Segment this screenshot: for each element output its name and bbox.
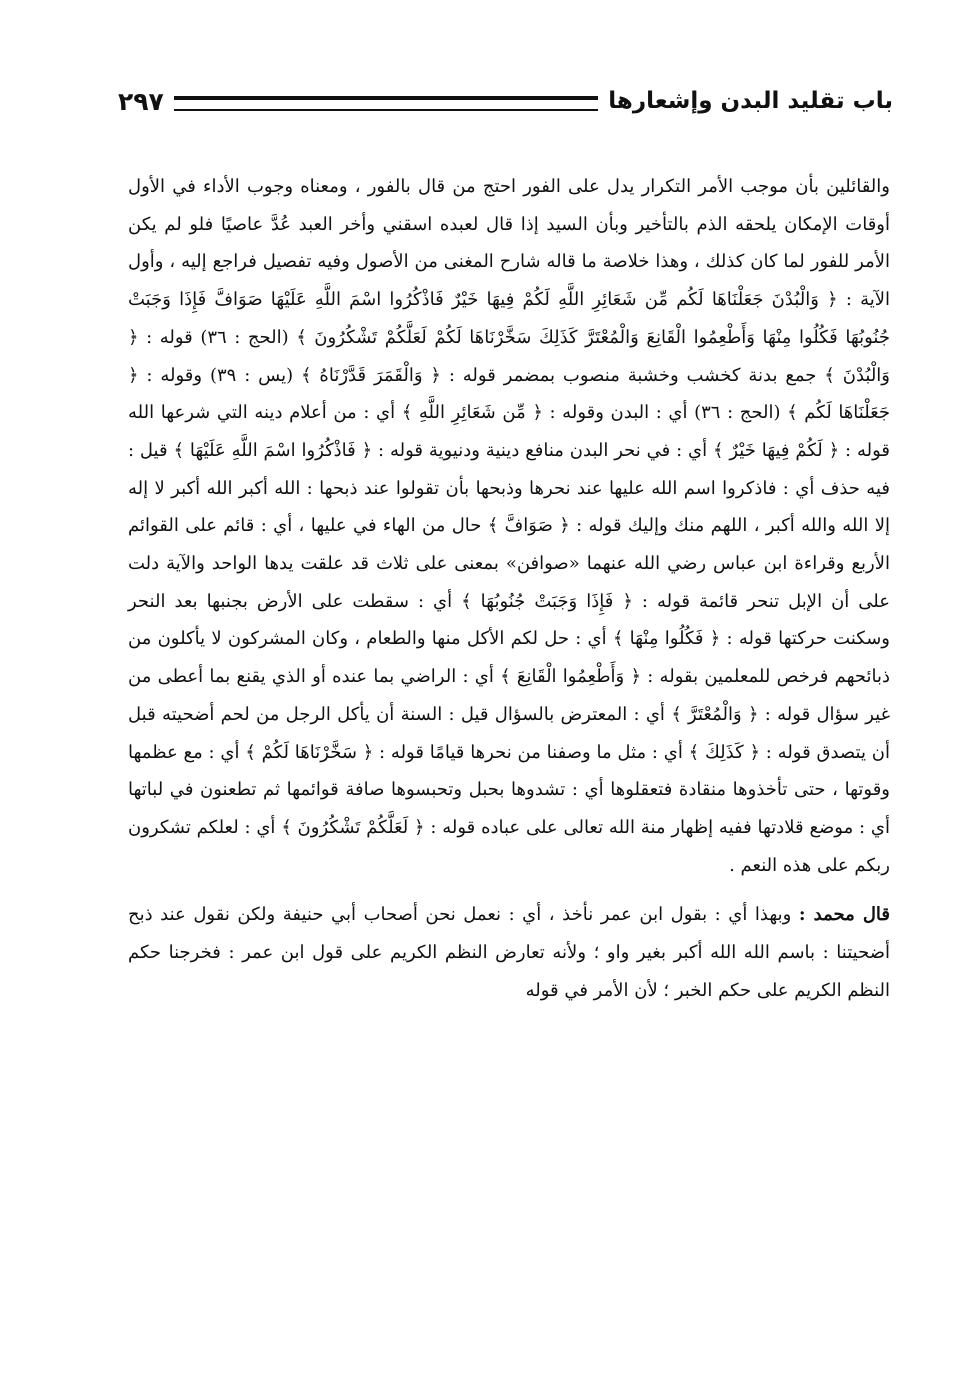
ruling-paragraph — [128, 896, 890, 1009]
header-rule — [174, 96, 598, 111]
page-number: ٢٩٧ — [118, 86, 164, 116]
ruling-text: وبهذا أي : بقول ابن عمر نأخذ ، أي : نعمل نحن أصحاب أبي حنيفة ولكن نقول عند ذبح أضحيتنا : باسم الله الله أكبر بغير واو ؛ ولأنه تعارض النظم الكريم على قول ابن عمر : فخرجنا حكم النظم الكريم على حكم الخبر ؛ لأن الأمر في قوله — [128, 904, 890, 1001]
main-text — [128, 168, 890, 1009]
speaker-label: قال محمد : — [798, 904, 890, 926]
commentary-paragraph: والقائلين بأن موجب الأمر التكرار يدل على الفور احتج من قال بالفور ، ومعناه وجوب الأداء في الأول أوقات الإمكان يلحقه الذم بالتأخير وبأن السيد إذا قال لعبده اسقني وأخر العبد عُدَّ عاصيًا فلو لم يكن الأمر للفور لما كان كذلك ، وهذا خلاصة ما قاله شارح المغنى من الأصول وفيه تفصيل فراجع إليه ، وأول الآية : ﴿ وَالْبُدْنَ جَعَلْنَاهَا لَكُم مِّن شَعَائِرِ اللَّهِ لَكُمْ فِيهَا خَيْرٌ فَاذْكُرُوا اسْمَ اللَّهِ عَلَيْهَا صَوَافَّ فَإِذَا وَجَبَتْ جُنُوبُهَا فَكُلُوا مِنْهَا وَأَطْعِمُوا الْقَانِعَ وَالْمُعْتَرَّ كَذَلِكَ سَخَّرْنَاهَا لَكُمْ لَعَلَّكُمْ تَشْكُرُونَ ﴾ (الحج : ٣٦) قوله : ﴿ وَالْبُدْنَ ﴾ جمع بدنة كخشب وخشبة منصوب بمضمر قوله : ﴿ وَالْقَمَرَ قَدَّرْنَاهُ ﴾ (يس : ٣٩) وقوله : ﴿ جَعَلْنَاهَا لَكُم ﴾ (الحج : ٣٦) أي : البدن وقوله : ﴿ مِّن شَعَائِرِ اللَّهِ ﴾ أي : من أعلام دينه التي شرعها الله قوله : ﴿ لَكُمْ فِيهَا خَيْرٌ ﴾ أي : في نحر البدن منافع دينية ودنيوية قوله : ﴿ فَاذْكُرُوا اسْمَ اللَّهِ عَلَيْهَا ﴾ قيل : فيه حذف أي : فاذكروا اسم الله عليها عند نحرها وذبحها بأن تقولوا عند ذبحها : الله أكبر الله أكبر لا إله إلا الله والله أكبر ، اللهم منك وإليك قوله : ﴿ صَوَافَّ ﴾ حال من الهاء في عليها ، أي : قائم على القوائم الأربع وقراءة ابن عباس رضي الله عنهما «صوافن» بمعنى على ثلاث قد علقت يدها الواحد والآية دلت على أن الإبل تنحر قائمة قوله : ﴿ فَإِذَا وَجَبَتْ جُنُوبُهَا ﴾ أي : سقطت على الأرض بجنبها بعد النحر وسكنت حركتها قوله : ﴿ فَكُلُوا مِنْهَا ﴾ أي : حل لكم الأكل منها والطعام ، وكان المشركون لا يأكلون من ذبائحهم فرخص للمعلمين بقوله : ﴿ وَأَطْعِمُوا الْقَانِعَ ﴾ أي : الراضي بما عنده أو الذي يقنع بما أعطى من غير سؤال قوله : ﴿ وَالْمُعْتَرَّ ﴾ أي : المعترض بالسؤال قيل : السنة أن يأكل الرجل من لحم أضحيته قبل أن يتصدق قوله : ﴿ كَذَلِكَ ﴾ أي : مثل ما وصفنا من نحرها قيامًا قوله : ﴿ سَخَّرْنَاهَا لَكُمْ ﴾ أي : مع عظمها وقوتها ، حتى تأخذوها منقادة فتعقلوها أي : تشدوها بحبل وتحبسوها صافة قوائمها ثم تطعنون في لباتها أي : موضع قلادتها ففيه إظهار منة الله تعالى على عباده قوله : ﴿ لَعَلَّكُمْ تَشْكُرُونَ ﴾ أي : لعلكم تشكرون ربكم على هذه النعم . — [128, 176, 891, 876]
chapter-title: باب تقليد البدن وإشعارها — [608, 88, 893, 114]
running-header — [118, 76, 893, 126]
